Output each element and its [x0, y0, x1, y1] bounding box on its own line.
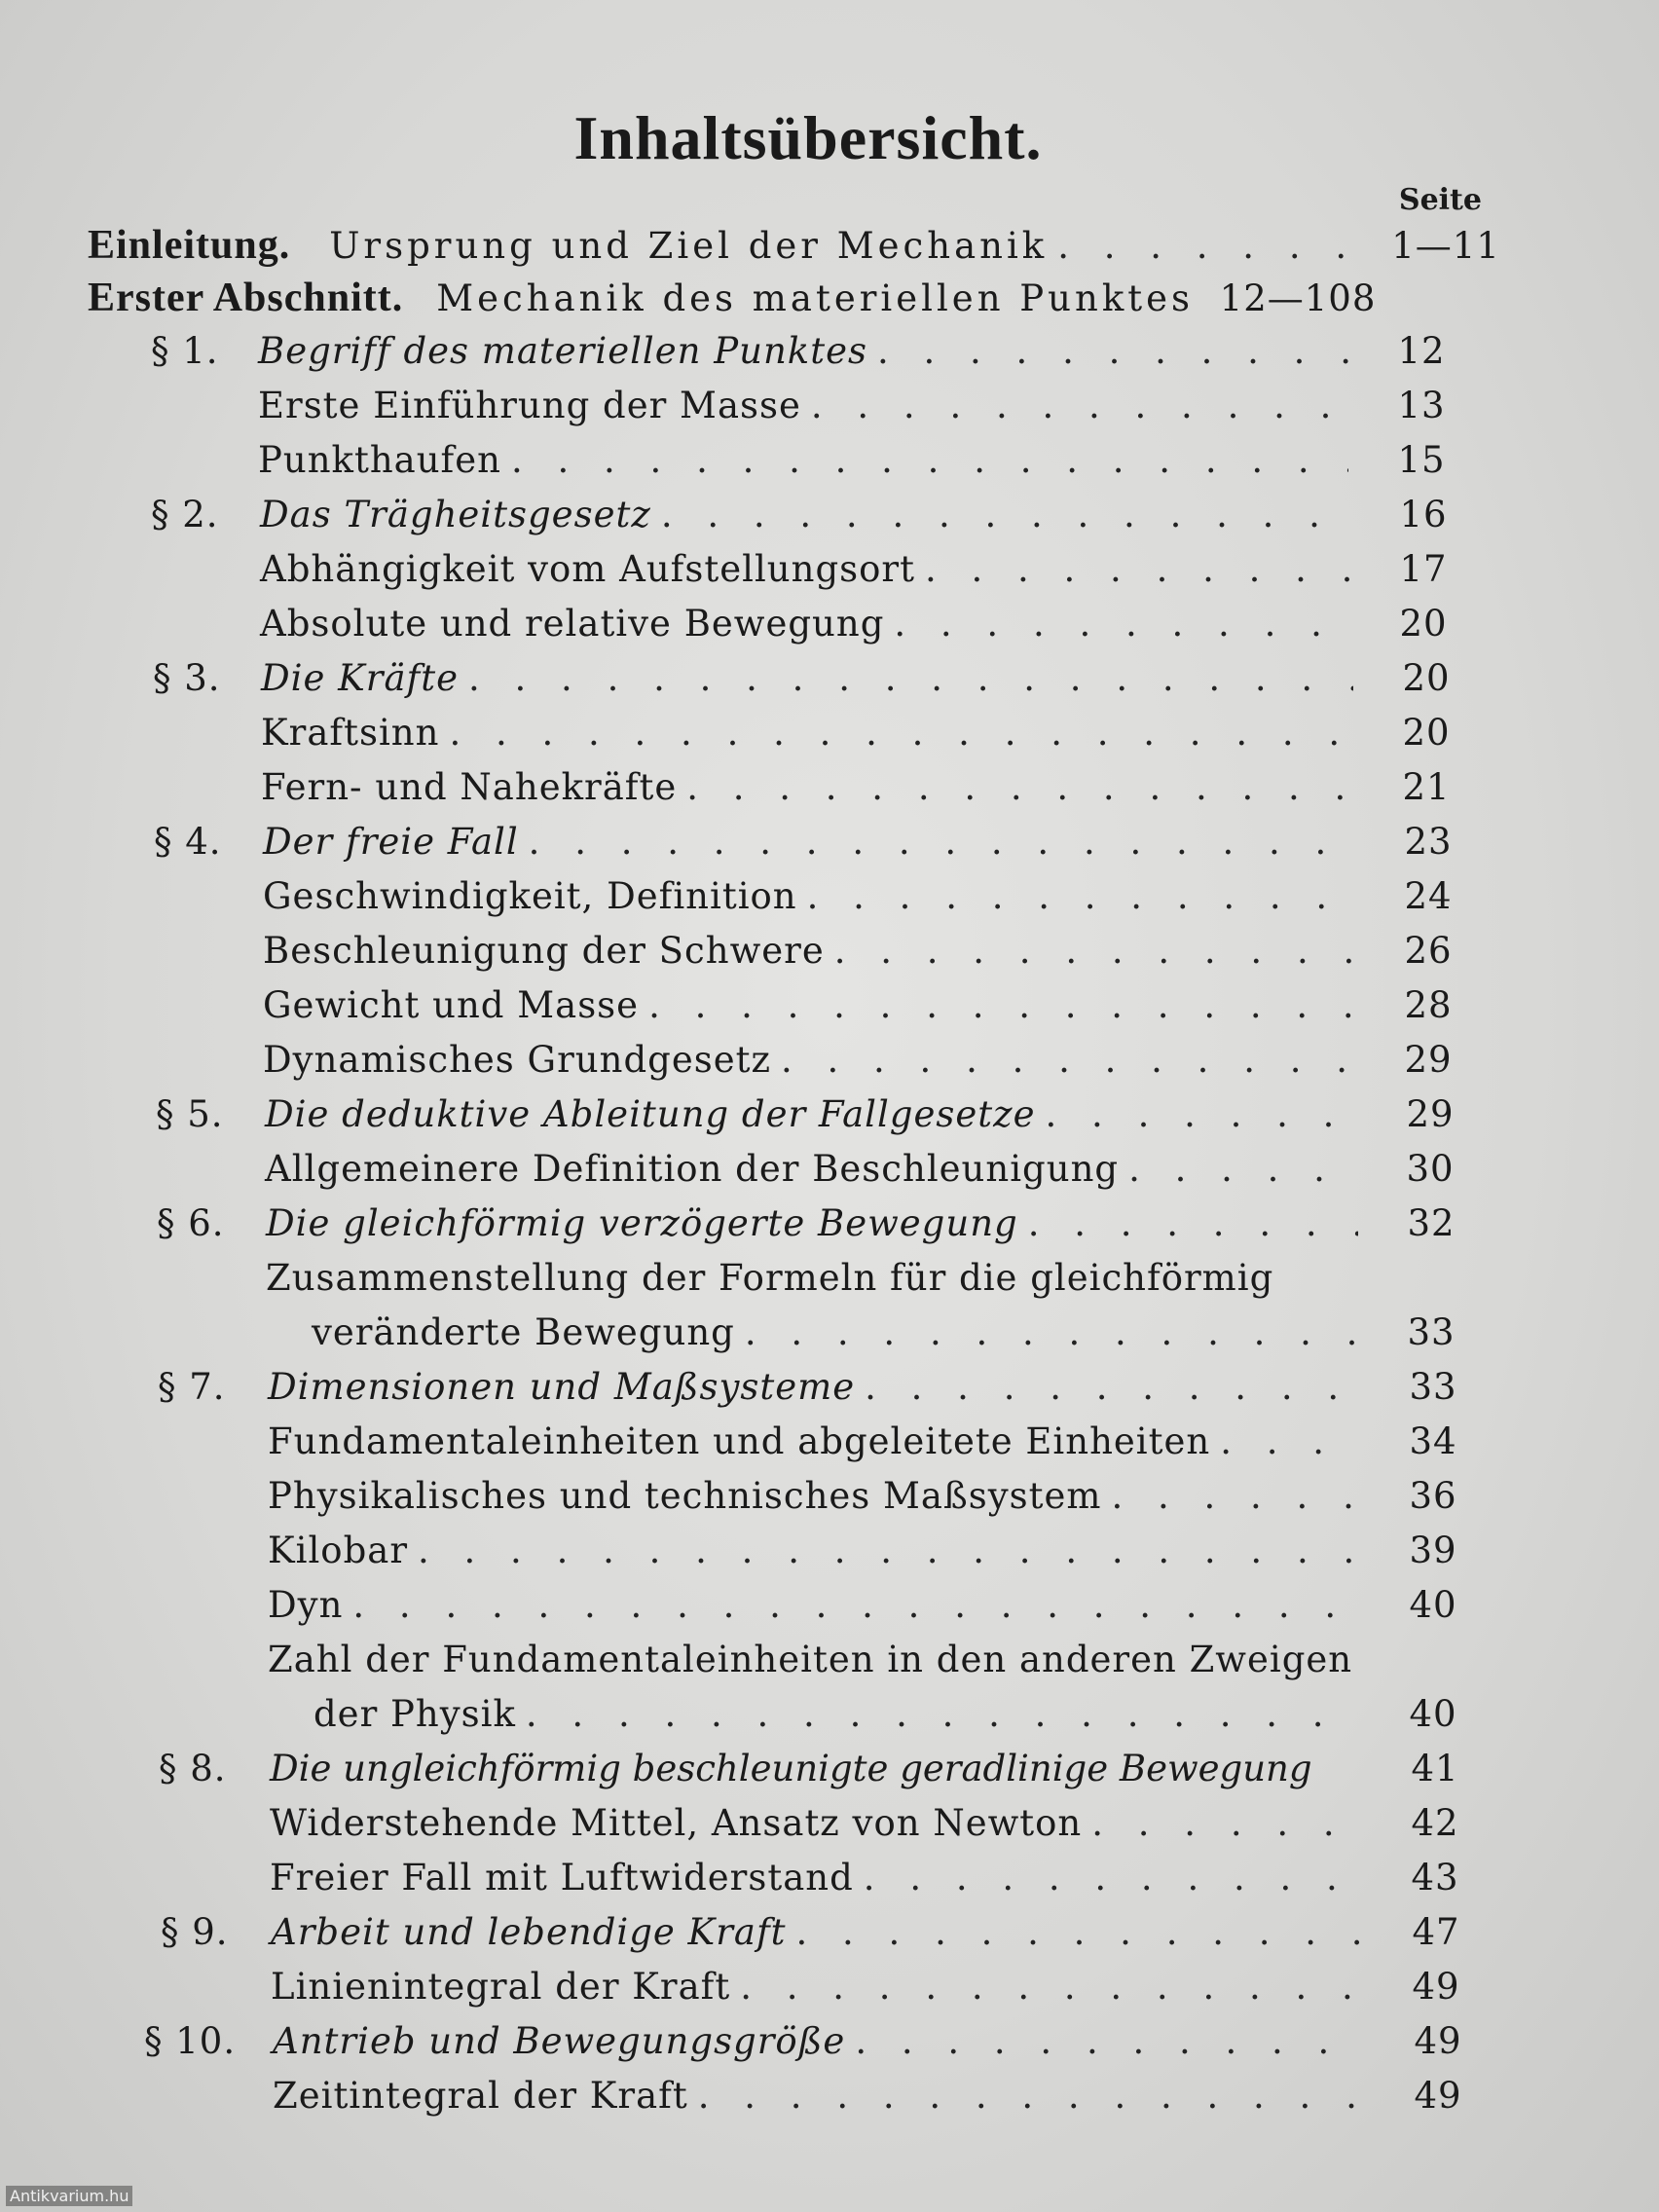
toc-subentry-row — [260, 603, 1487, 645]
dot-leader — [1111, 1475, 1360, 1517]
dot-leader — [648, 984, 1355, 1026]
dot-leader — [511, 439, 1348, 481]
dot-leader — [418, 1530, 1360, 1571]
toc-subentry-row — [271, 1966, 1499, 2008]
dot-leader — [1057, 225, 1363, 267]
section-title: Die ungleichförmig beschleunigte geradlinige Bewegung — [270, 1748, 1312, 1789]
page-number: 17 — [1399, 548, 1448, 590]
page-number: 12 — [1397, 330, 1446, 372]
section-number: § 4. — [154, 821, 222, 863]
toc-section-row — [271, 1911, 1499, 1953]
subentry-title: Abhängigkeit vom Aufstellungsort — [260, 548, 915, 590]
page-number: 15 — [1397, 439, 1446, 481]
section-number: § 6. — [157, 1202, 225, 1244]
dot-leader — [834, 930, 1355, 972]
dot-leader — [352, 1584, 1360, 1626]
page-number: 26 — [1404, 930, 1453, 972]
toc-section-row — [260, 494, 1487, 535]
dot-leader — [1220, 1420, 1360, 1462]
toc-subentry-row — [261, 766, 1490, 808]
subentry-title: Zahl der Fundamentaleinheiten in den anderen Zweigen — [268, 1639, 1353, 1680]
page-number: 33 — [1407, 1311, 1456, 1353]
page-number: 30 — [1406, 1148, 1455, 1190]
toc-subentry-row — [263, 984, 1492, 1026]
dot-leader — [529, 821, 1355, 863]
page-number: 24 — [1404, 875, 1453, 917]
toc-section-row — [265, 1093, 1493, 1135]
dot-leader — [449, 712, 1353, 754]
page-number: 29 — [1404, 1039, 1453, 1081]
page-number: 21 — [1402, 766, 1451, 808]
dot-leader — [807, 875, 1355, 917]
intro-pages: 1—11 — [1391, 225, 1500, 267]
dot-leader — [745, 1311, 1358, 1353]
subentry-title: Widerstehende Mittel, Ansatz von Newton — [270, 1802, 1083, 1844]
dot-leader — [1028, 1202, 1358, 1244]
toc-subentry-row — [312, 1311, 1494, 1353]
toc-subentry-row — [273, 2075, 1501, 2117]
toc-section-row — [268, 1366, 1496, 1408]
toc-subentry-row — [263, 875, 1492, 917]
section-title: Das Trägheitsgesetz — [260, 494, 651, 535]
toc-subentry-row — [258, 385, 1485, 426]
page-number: 16 — [1399, 494, 1448, 535]
section-title: Der freie Fall — [263, 821, 519, 863]
subentry-title: Allgemeinere Definition der Beschleunigung — [265, 1148, 1120, 1190]
section-number: § 3. — [153, 657, 221, 699]
section-title: Arbeit und lebendige Kraft — [271, 1911, 787, 1953]
subentry-title: Absolute und relative Bewegung — [260, 603, 885, 645]
page-column-header: Seite — [1398, 183, 1482, 217]
subentry-title: Freier Fall mit Luftwiderstand — [270, 1857, 854, 1899]
page-title: Inhaltsübersicht. — [573, 103, 1043, 172]
subentry-title: veränderte Bewegung — [312, 1311, 735, 1353]
toc-part-row — [88, 275, 1529, 321]
dot-leader — [1091, 1802, 1362, 1844]
section-number: § 9. — [161, 1911, 229, 1953]
subentry-title: Gewicht und Masse — [263, 984, 640, 1026]
dot-leader — [811, 385, 1348, 426]
toc-subentry-row — [265, 1148, 1493, 1190]
toc-subentry-row — [313, 1693, 1496, 1735]
section-title: Die Kräfte — [261, 657, 460, 699]
dot-leader — [796, 1911, 1363, 1953]
toc-intro-row — [88, 222, 1519, 269]
toc-subentry-row — [270, 1857, 1498, 1899]
toc-subentry-row — [260, 548, 1487, 590]
subentry-title: Beschleunigung der Schwere — [263, 930, 825, 972]
toc-section-row — [263, 821, 1492, 863]
dot-leader — [855, 2020, 1365, 2062]
subentry-title: Dynamisches Grundgesetz — [263, 1039, 771, 1081]
section-title: Die gleichförmig verzögerte Bewegung — [266, 1202, 1018, 1244]
subentry-title: Kilobar — [268, 1530, 409, 1571]
subentry-title: Punkthaufen — [258, 439, 501, 481]
page-number: 42 — [1411, 1802, 1459, 1844]
toc-section-row — [258, 330, 1485, 372]
toc-subentry-row — [263, 930, 1492, 972]
page-number: 33 — [1409, 1366, 1457, 1408]
page-number: 32 — [1407, 1202, 1456, 1244]
section-title: Die deduktive Ableitung der Fallgesetze — [265, 1093, 1036, 1135]
toc-subentry-row — [258, 439, 1485, 481]
dot-leader — [781, 1039, 1355, 1081]
page-number: 34 — [1409, 1420, 1457, 1462]
toc-subentry-row — [268, 1420, 1496, 1462]
watermark: Antikvarium.hu — [6, 2186, 132, 2206]
page-number: 36 — [1409, 1475, 1457, 1517]
subentry-title: Geschwindigkeit, Definition — [263, 875, 797, 917]
toc-section-row — [270, 1748, 1498, 1789]
intro-heading: Einleitung. — [88, 223, 291, 268]
section-number: § 8. — [159, 1748, 227, 1789]
subentry-title: Linienintegral der Kraft — [271, 1966, 731, 2008]
toc-subentry-row — [268, 1475, 1496, 1517]
part-text: Mechanik des materiellen Punktes — [436, 277, 1195, 319]
subentry-title: Fundamentaleinheiten und abgeleitete Einheiten — [268, 1420, 1211, 1462]
part-pages: 12—108 — [1219, 277, 1377, 319]
page-number: 49 — [1412, 1966, 1460, 2008]
dot-leader — [1128, 1148, 1357, 1190]
toc-subentry-row — [263, 1039, 1492, 1081]
page-number: 13 — [1397, 385, 1446, 426]
dot-leader — [877, 330, 1348, 372]
page-number: 29 — [1406, 1093, 1455, 1135]
dot-leader — [925, 548, 1350, 590]
subentry-title: Erste Einführung der Masse — [258, 385, 801, 426]
toc-section-row — [273, 2020, 1501, 2062]
section-title: Begriff des materiellen Punktes — [258, 330, 867, 372]
toc-subentry-row — [261, 712, 1490, 754]
toc-subentry-row — [268, 1530, 1496, 1571]
section-number: § 2. — [151, 494, 219, 535]
subentry-title: Fern- und Nahekräfte — [261, 766, 678, 808]
subentry-title: der Physik — [313, 1693, 516, 1735]
section-number: § 5. — [156, 1093, 224, 1135]
page-number: 28 — [1404, 984, 1453, 1026]
section-title: Dimensionen und Maßsysteme — [268, 1366, 856, 1408]
subentry-title: Physikalisches und technisches Maßsystem — [268, 1475, 1102, 1517]
section-number: § 10. — [144, 2020, 237, 2062]
dot-leader — [526, 1693, 1360, 1735]
dot-leader — [864, 1857, 1362, 1899]
page-number: 47 — [1412, 1911, 1460, 1953]
toc-subentry-row — [268, 1584, 1496, 1626]
subentry-title: Zeitintegral der Kraft — [273, 2075, 688, 2117]
dot-leader — [661, 494, 1350, 535]
dot-leader — [740, 1966, 1363, 2008]
toc-subentry-row — [270, 1802, 1498, 1844]
subentry-title: Dyn — [268, 1584, 344, 1626]
section-number: § 1. — [151, 330, 219, 372]
subentry-title: Zusammenstellung der Formeln für die gleichförmig — [266, 1257, 1274, 1299]
page-number: 20 — [1402, 712, 1451, 754]
subentry-title: Kraftsinn — [261, 712, 440, 754]
intro-text: Ursprung und Ziel der Mechanik — [329, 225, 1049, 267]
page-number: 49 — [1414, 2075, 1462, 2117]
dot-leader — [1046, 1093, 1357, 1135]
dot-leader — [468, 657, 1353, 699]
page-number: 20 — [1399, 603, 1448, 645]
dot-leader — [698, 2075, 1365, 2117]
page-number: 23 — [1404, 821, 1453, 863]
toc-section-row — [266, 1202, 1494, 1244]
section-number: § 7. — [158, 1366, 226, 1408]
page-number: 43 — [1411, 1857, 1459, 1899]
section-title: Antrieb und Bewegungsgröße — [273, 2020, 846, 2062]
dot-leader — [686, 766, 1353, 808]
page-number: 40 — [1409, 1693, 1457, 1735]
page-number: 39 — [1409, 1530, 1457, 1571]
toc-section-row — [261, 657, 1490, 699]
page-number: 49 — [1414, 2020, 1462, 2062]
part-heading: Erster Abschnitt. — [88, 276, 404, 320]
dot-leader — [894, 603, 1350, 645]
page-number: 41 — [1411, 1748, 1459, 1789]
page-number: 20 — [1402, 657, 1451, 699]
dot-leader — [865, 1366, 1360, 1408]
page-number: 40 — [1409, 1584, 1457, 1626]
